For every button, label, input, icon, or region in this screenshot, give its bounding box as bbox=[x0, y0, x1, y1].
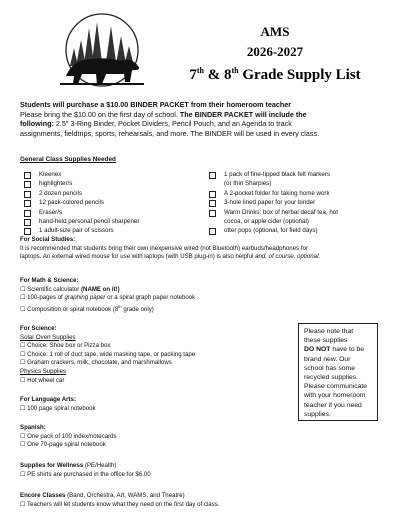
language-arts-section: For Language Arts: ☐ 100 page spiral notebook bbox=[20, 396, 96, 412]
supply-item: 2 dozen pencils bbox=[20, 189, 203, 198]
supply-item: 12 pack-colored pencils bbox=[20, 198, 203, 207]
checkbox-icon[interactable] bbox=[209, 191, 216, 198]
supply-item: highlighter/s bbox=[20, 179, 203, 188]
supply-item: A 2-pocket folder for taking home work bbox=[203, 189, 386, 198]
checkbox-icon[interactable] bbox=[24, 172, 31, 179]
supply-item: otter pops (optional, for field days) bbox=[203, 226, 386, 235]
checkbox-icon[interactable] bbox=[209, 200, 216, 207]
supply-item: 1 adult-size pair of scissors bbox=[20, 226, 203, 235]
checkbox-icon[interactable] bbox=[24, 200, 31, 207]
math-science-section: For Math & Science: ☐ Scientific calculator (NAME on it!) ☐ 100-pages of graphing paper or a spiral graph paper notebook ☐ Composition or spiral notebook (8th grade only) bbox=[20, 277, 196, 313]
supply-item: Eraser/s bbox=[20, 208, 203, 217]
encore-section: Encore Classes (Band, Orchestra, Art, WAMS, and Theatre) ☐ Teachers will let students know what they need on the first day of class. bbox=[20, 492, 220, 508]
supply-item: Warm Drinks: box of herbal decaf tea, hot bbox=[203, 208, 386, 217]
recycled-supplies-note: Please note that these supplies DO NOT have to be brand new. Our school has some recycled supplies. Please communicate with your homeroom teacher if you need supplies. bbox=[298, 323, 378, 421]
science-section: For Science: Solar Oven Supplies ☐ Choice: Shoe box or Pizza box ☐ Choice: 1 roll of duct tape, wide masking tape, or packing tape ☐ Graham crackers, milk, chocolate, and marshmallows Physics Supplies ☐ Hot wheel car bbox=[20, 325, 196, 384]
general-supplies-list bbox=[20, 170, 386, 236]
school-year: 2026-2027 bbox=[246, 44, 304, 59]
checkbox-icon[interactable] bbox=[24, 191, 31, 198]
checkbox-icon[interactable] bbox=[24, 210, 31, 217]
page-title: 7th & 8th Grade Supply List bbox=[189, 66, 361, 83]
supply-item: Kleenex bbox=[20, 170, 203, 179]
checkbox-icon[interactable] bbox=[24, 219, 31, 226]
social-studies-section: For Social Studies: It is recommended that students bring their own inexpensive wired (not Bluetooth) earbuds/headphones for laptops. An external wired mouse for use with laptops (with USB plug-in) is also helpful and, of course, optional. bbox=[20, 236, 321, 261]
supply-item: 1 pack of fine-tipped black felt markers bbox=[203, 170, 386, 179]
intro-paragraph: Students will purchase a $10.00 BINDER PACKET from their homeroom teacher Please bring the $10.00 on the first day of school. The BINDER PACKET will include the following: 2.5" 3-Ring Binder, Pocket Dividers, Pencil Pouch, and an Agenda to track assignments, fieldtrips, sports, rehearsals, and more. The BINDER will be used in every class. bbox=[20, 100, 320, 138]
supply-item: cocoa, or apple cider (optional) bbox=[224, 218, 309, 226]
checkbox-icon[interactable] bbox=[209, 210, 216, 217]
school-name: AMS bbox=[260, 24, 290, 39]
general-supplies-heading: General Class Supplies Needed bbox=[20, 156, 116, 163]
bear-logo bbox=[56, 6, 148, 92]
wellness-section: Supplies for Wellness (PE/Health) ☐ PE shirts are purchased in the office for $6.00 bbox=[20, 462, 151, 478]
checkbox-icon[interactable] bbox=[209, 228, 216, 235]
checkbox-icon[interactable] bbox=[24, 228, 31, 235]
checkbox-icon[interactable] bbox=[24, 181, 31, 188]
supply-item: (or thin Sharpies) bbox=[224, 180, 272, 188]
checkbox-icon[interactable] bbox=[209, 172, 216, 179]
spanish-section: Spanish: ☐ One pack of 100 index/notecards ☐ One 70-page spiral notebook bbox=[20, 424, 117, 449]
supply-item: 3-hole lined paper for your binder bbox=[203, 198, 386, 207]
supply-item: hand-held personal pencil sharpener bbox=[20, 217, 203, 226]
